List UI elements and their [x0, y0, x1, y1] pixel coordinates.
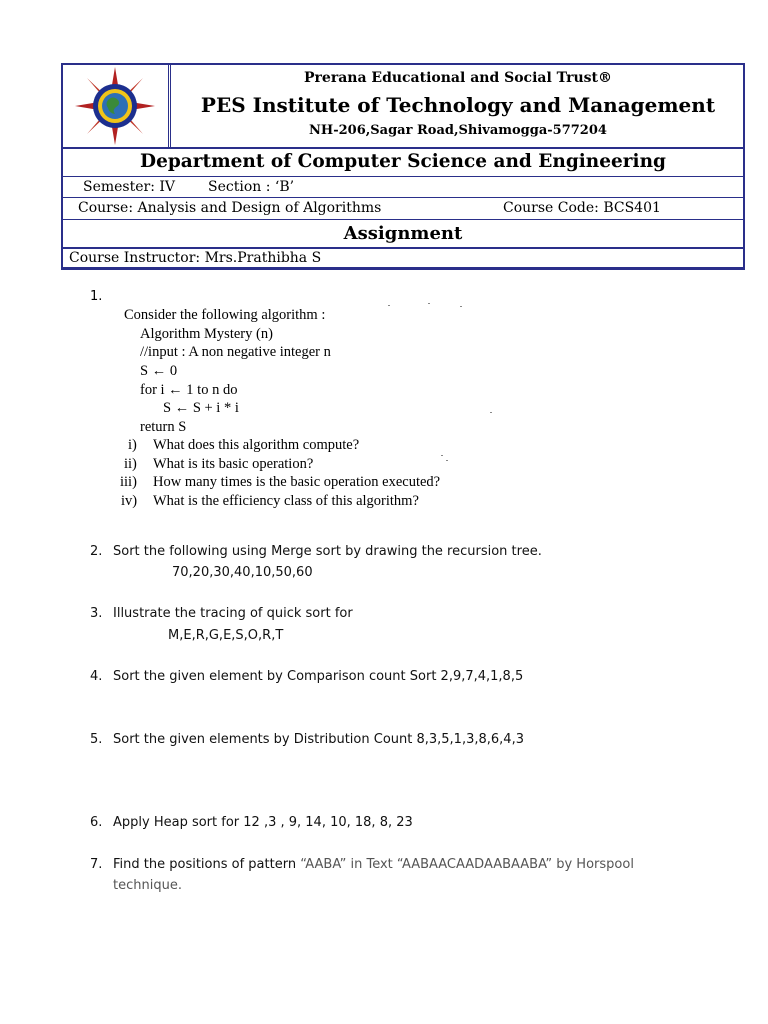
course-row [63, 198, 743, 220]
question-number: 7. [90, 857, 103, 872]
course-instructor: Course Instructor: Mrs.Prathibha S [69, 250, 322, 266]
institute-address: NH-206,Sagar Road,Shivamogga-577204 [309, 123, 607, 138]
scan-speck [460, 306, 462, 307]
question-4 [90, 669, 523, 684]
subpart-label: ii) [124, 456, 137, 472]
question-1-number: 1. [90, 289, 103, 304]
question-text: Apply Heap sort for 12 ,3 , 9, 14, 10, 18, 8, 23 [113, 815, 413, 830]
scan-speck [388, 305, 390, 306]
algorithm-input: //input : A non negative integer n [140, 344, 331, 360]
question-number: 2. [90, 544, 103, 559]
department-row [63, 149, 743, 177]
question-number: 4. [90, 669, 103, 684]
course-name: Course: Analysis and Design of Algorithms [78, 200, 382, 216]
algorithm-name: Algorithm Mystery (n) [140, 326, 273, 342]
scan-speck [490, 412, 492, 413]
question-number: 3. [90, 606, 103, 621]
question-2-data: 70,20,30,40,10,50,60 [172, 565, 313, 580]
scan-speck [428, 303, 430, 304]
scan-speck [446, 460, 448, 461]
course-code: Course Code: BCS401 [503, 200, 661, 216]
trust-name: Prerana Educational and Social Trust® [304, 70, 612, 86]
question-number: 5. [90, 732, 103, 747]
algorithm-line-return: return S [140, 419, 187, 435]
scan-speck [441, 455, 443, 456]
subpart-label: iii) [120, 474, 137, 490]
logo-cell [63, 65, 171, 147]
question-number: 6. [90, 815, 103, 830]
question-6 [90, 815, 413, 830]
department-name: Department of Computer Science and Engineering [140, 151, 666, 172]
question-5 [90, 732, 524, 747]
subpart-text: What is its basic operation? [153, 456, 314, 472]
question-text: Sort the given element by Comparison count Sort 2,9,7,4,1,8,5 [113, 669, 524, 684]
assignment-title: Assignment [343, 223, 463, 244]
subpart-label: i) [128, 437, 137, 453]
assignment-row [63, 220, 743, 249]
question-7 [90, 857, 634, 872]
subpart-text: What does this algorithm compute? [153, 437, 360, 453]
header-table [61, 63, 745, 270]
subpart-label: iv) [121, 493, 138, 509]
subpart-text: What is the efficiency class of this algorithm? [153, 493, 419, 509]
instructor-row [63, 249, 743, 268]
algorithm-line-init: S ← 0 [140, 363, 178, 379]
section: Section : ‘B’ [208, 179, 295, 195]
question-text: Sort the given elements by Distribution Count 8,3,5,1,3,8,6,4,3 [113, 732, 524, 747]
semester-row [63, 177, 743, 198]
algorithm-line-body: S ← S + i * i [163, 400, 239, 416]
algorithm-line-loop: for i ← 1 to n do [140, 382, 238, 398]
institute-name: PES Institute of Technology and Management [200, 93, 716, 117]
institute-logo-icon [75, 67, 155, 145]
algorithm-intro: Consider the following algorithm : [124, 307, 326, 323]
question-2 [90, 544, 542, 559]
question-text-pattern: “AABA” in Text “AABAACAADAABAABA” by Horspool [300, 857, 634, 872]
question-text: Illustrate the tracing of quick sort for [113, 606, 353, 621]
subpart-text: How many times is the basic operation executed? [153, 474, 441, 490]
question-3-data: M,E,R,G,E,S,O,R,T [168, 628, 284, 643]
semester: Semester: IV [83, 179, 176, 195]
question-text: Find the positions of pattern [113, 857, 301, 872]
question-7-continuation: technique. [113, 878, 182, 893]
institution-row [63, 65, 743, 149]
question-3 [90, 606, 353, 621]
question-text: Sort the following using Merge sort by drawing the recursion tree. [113, 544, 542, 559]
